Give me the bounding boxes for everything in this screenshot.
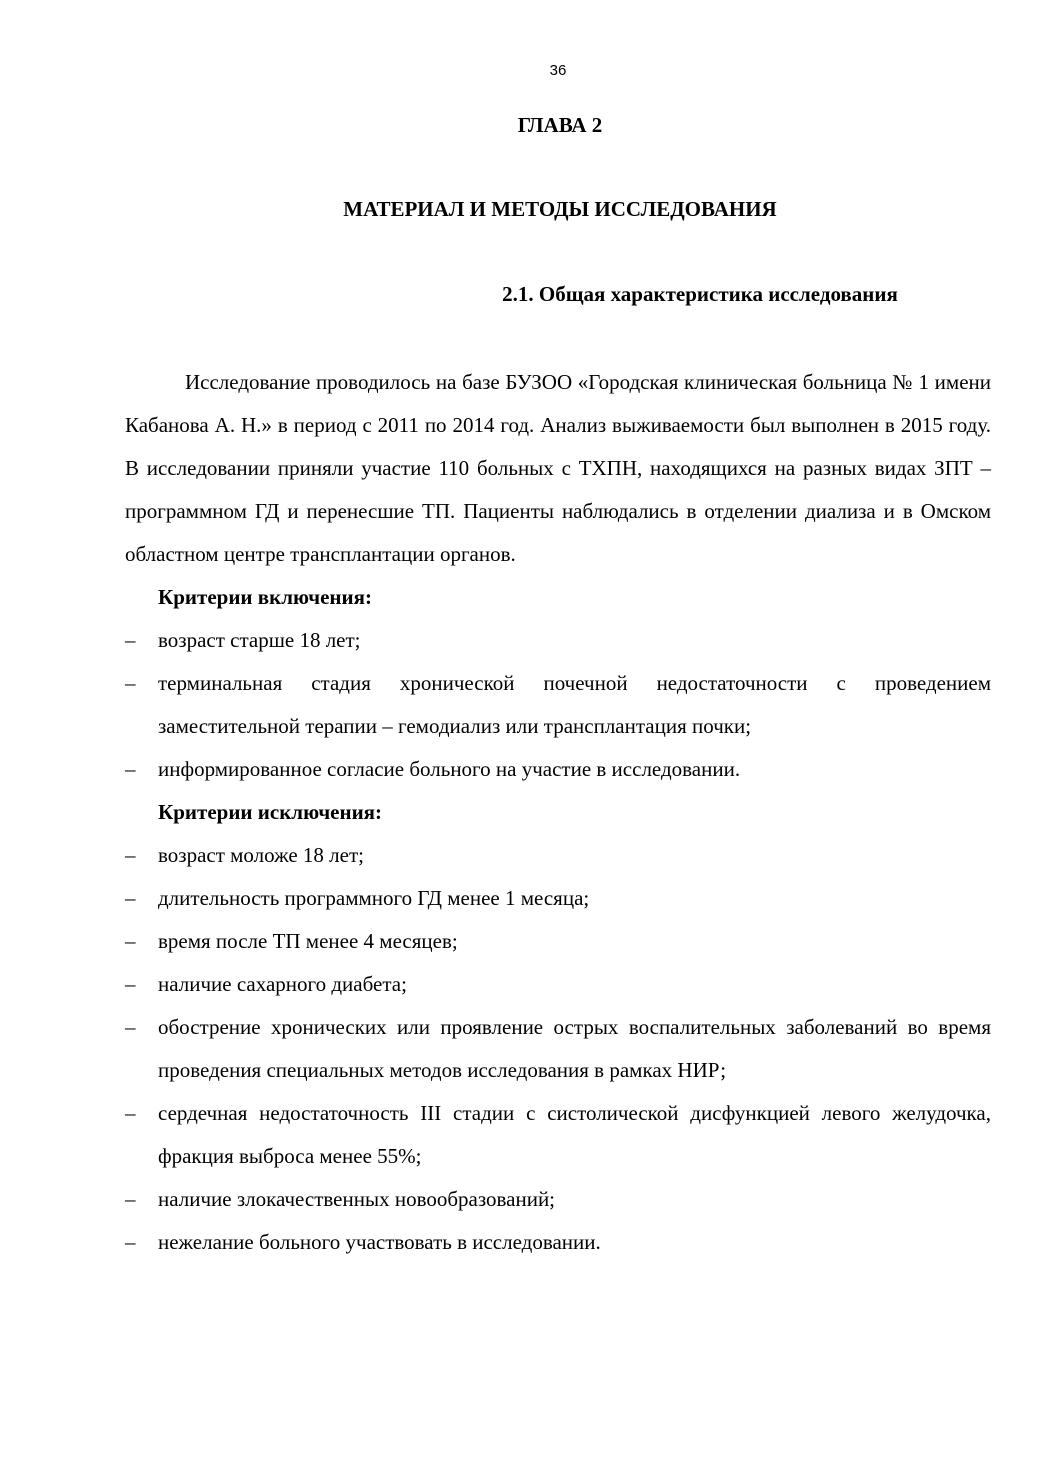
list-item — [125, 1006, 991, 1092]
dash-marker: – — [125, 972, 136, 996]
chapter-heading: ГЛАВА 2 — [517, 113, 603, 137]
inclusion-criteria-title: Критерии включения: — [158, 585, 372, 609]
list-item-text: нежелание больного участвовать в исследовании. — [158, 1230, 601, 1254]
chapter-title: МАТЕРИАЛ И МЕТОДЫ ИССЛЕДОВАНИЯ — [343, 197, 777, 221]
list-item-text: терминальная стадия хронической почечной недостаточности с проведением заместительной терапии – гемодиализ или трансплантация почки; — [158, 671, 991, 738]
section-title: 2.1. Общая характеристика исследования — [502, 282, 898, 306]
dash-marker: – — [125, 1015, 136, 1039]
exclusion-criteria-list — [125, 834, 991, 1264]
list-item — [125, 920, 991, 963]
dash-marker: – — [125, 1230, 136, 1254]
list-item-text: возраст старше 18 лет; — [158, 628, 361, 652]
list-item — [125, 748, 991, 791]
list-item-text: наличие злокачественных новообразований; — [158, 1187, 556, 1211]
document-body — [125, 361, 991, 1264]
list-item-text: сердечная недостаточность III стадии с систолической дисфункцией левого желудочка, фракция выброса менее 55%; — [158, 1101, 991, 1168]
list-item — [125, 963, 991, 1006]
page-number: 36 — [549, 62, 567, 79]
list-item-text: время после ТП менее 4 месяцев; — [158, 929, 458, 953]
dash-marker: – — [125, 886, 136, 910]
intro-paragraph: Исследование проводилось на базе БУЗОО «Городская клиническая больница № 1 имени Кабанова А. Н.» в период с 2011 по 2014 год. Анализ выживаемости был выполнен в 2015 году. В исследовании приняли участие 110 больных с ТХПН, находящихся на разных видах ЗПТ – программном ГД и перенесшие ТП. Пациенты наблюдались в отделении диализа и в Омском областном центре трансплантации органов. — [125, 370, 991, 566]
list-item-text: информированное согласие больного на участие в исследовании. — [158, 757, 741, 781]
list-item — [125, 1221, 991, 1264]
list-item-text: обострение хронических или проявление острых воспалительных заболеваний во время проведения специальных методов исследования в рамках НИР; — [158, 1015, 991, 1082]
dash-marker: – — [125, 1101, 136, 1125]
dash-marker: – — [125, 1187, 136, 1211]
list-item-text: длительность программного ГД менее 1 месяца; — [158, 886, 590, 910]
exclusion-criteria-title: Критерии исключения: — [158, 800, 383, 824]
list-item-text: возраст моложе 18 лет; — [158, 843, 364, 867]
list-item — [125, 1092, 991, 1178]
list-item — [125, 1178, 991, 1221]
list-item — [125, 877, 991, 920]
list-item — [125, 834, 991, 877]
dash-marker: – — [125, 757, 136, 781]
list-item-text: наличие сахарного диабета; — [158, 972, 407, 996]
dash-marker: – — [125, 628, 136, 652]
list-item — [125, 619, 991, 662]
dash-marker: – — [125, 929, 136, 953]
dash-marker: – — [125, 671, 136, 695]
dash-marker: – — [125, 843, 136, 867]
list-item — [125, 662, 991, 748]
inclusion-criteria-list — [125, 619, 991, 791]
